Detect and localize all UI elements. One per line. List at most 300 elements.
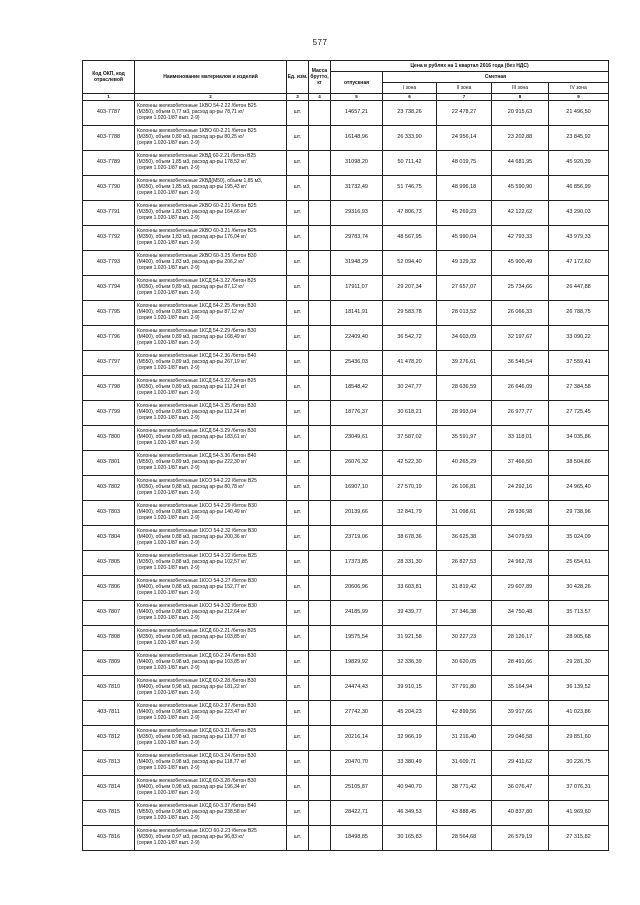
product-name-line: (М400), объем 0,89 м3, расход ар-ры 183,61 кг/ [137, 434, 247, 441]
product-name-line: (М350), объем 0,88 м3, расход ар-ры 80,78 кг/ [137, 484, 244, 491]
zone-1-price: 30 247,77 [383, 376, 437, 401]
product-name-line: (серия 1.020-1/87 вып. 2-9) [137, 664, 200, 671]
product-name [135, 751, 287, 776]
product-name [135, 676, 287, 701]
release-price: 29783,74 [331, 226, 383, 251]
okp-code: 403-7812 [83, 726, 135, 751]
table-row [83, 626, 609, 651]
product-name-line: (серия 1.020-1/87 вып. 2-9) [137, 689, 200, 696]
product-name-line: (М400), объем 0,88 м3, расход ар-ры 212,64 кг/ [137, 609, 247, 616]
zone-3-price: 25 734,66 [492, 276, 549, 301]
zone-3-price: 32 197,67 [492, 326, 549, 351]
mass [309, 626, 331, 651]
product-name-line: (М400), объем 0,89 м3, расход ар-ры 112,24 кг/ [137, 409, 247, 416]
okp-code: 403-7797 [83, 351, 135, 376]
product-name [135, 426, 287, 451]
release-price: 31098,20 [331, 151, 383, 176]
zone-1-price: 40 940,70 [383, 776, 437, 801]
product-name-line: Колонны железобетонные 1КСО 54-3.22 /бетон В25 [137, 553, 257, 560]
mass [309, 201, 331, 226]
zone-2-price: 48 019,75 [437, 151, 492, 176]
release-price: 18776,37 [331, 401, 383, 426]
okp-code: 403-7802 [83, 476, 135, 501]
table-row [83, 501, 609, 526]
product-name [135, 726, 287, 751]
product-name-line: Колонны железобетонные 1КСО 54-2.22 /бетон В25 [137, 478, 257, 485]
product-name-line: Колонны железобетонные 1КСО 54-3.32 /бетон В30 [137, 603, 257, 610]
mass [309, 376, 331, 401]
mass [309, 726, 331, 751]
table-row [83, 401, 609, 426]
zone-4-price: 25 654,61 [549, 551, 609, 576]
zone-3-price: 35 164,94 [492, 676, 549, 701]
release-price: 20606,96 [331, 576, 383, 601]
zone-2-price: 31 609,71 [437, 751, 492, 776]
product-name-line: (М400), объем 0,89 м3, расход ар-ры 87,12 кг/ [137, 309, 244, 316]
product-name-line: Колонны железобетонные 1КВО 60-2.21 /бетон В25 [137, 128, 257, 135]
zone-4-price: 38 504,86 [549, 451, 609, 476]
table-row [83, 651, 609, 676]
product-name-line: Колонны железобетонные 2КВО 60-3.21 /бетон В25 [137, 228, 257, 235]
product-name-line: (М350), объем 0,80 м3, расход ар-ры 80,25 кг/ [137, 134, 244, 141]
zone-1-price: 33 603,81 [383, 576, 437, 601]
table-row [83, 826, 609, 851]
product-name-line: (серия 1.020-1/87 вып. 2-9) [137, 339, 200, 346]
table-row [83, 251, 609, 276]
zone-1-price: 38 678,36 [383, 526, 437, 551]
zone-1-price: 48 567,95 [383, 226, 437, 251]
zone-2-price: 48 996,18 [437, 176, 492, 201]
zone-3-price: 42 793,33 [492, 226, 549, 251]
zone-1-price: 32 336,39 [383, 651, 437, 676]
table-row [83, 326, 609, 351]
mass [309, 351, 331, 376]
table-row [83, 576, 609, 601]
zone-3-price: 26 579,19 [492, 826, 549, 851]
zone-4-price: 45 920,39 [549, 151, 609, 176]
zone-1-price: 29 583,78 [383, 301, 437, 326]
table-row [83, 226, 609, 251]
zone-2-price: 28 013,52 [437, 301, 492, 326]
zone-4-price: 35 024,09 [549, 526, 609, 551]
zone-4-price: 23 845,92 [549, 126, 609, 151]
zone-1-price: 27 570,19 [383, 476, 437, 501]
zone-4-price: 34 035,86 [549, 426, 609, 451]
zone-2-price: 24 956,14 [437, 126, 492, 151]
unit: шт. [287, 676, 309, 701]
product-name-line: (М350), объем 0,77 м3, расход ар-ры 78,71 кг/ [137, 109, 244, 116]
zone-4-price: 30 226,75 [549, 751, 609, 776]
product-name [135, 301, 287, 326]
mass [309, 551, 331, 576]
zone-1-price: 30 165,83 [383, 826, 437, 851]
product-name-line: Колонны железобетонные 1КСД 60-2.37 /бетон В30 [137, 703, 257, 710]
product-name-line: (М400), объем 0,98 м3, расход ар-ры 223,47 кг/ [137, 709, 247, 716]
column-number: 3 [287, 94, 309, 101]
zone-3-price: 28 936,98 [492, 501, 549, 526]
product-name-line: (серия 1.020-1/87 вып. 2-9) [137, 589, 200, 596]
zone-2-price: 40 265,29 [437, 451, 492, 476]
unit: шт. [287, 626, 309, 651]
product-name-line: (М400), объем 0,88 м3, расход ар-ры 200,36 кг/ [137, 534, 247, 541]
okp-code: 403-7795 [83, 301, 135, 326]
okp-code: 403-7809 [83, 651, 135, 676]
zone-3-price: 36 546,54 [492, 351, 549, 376]
zone-1-price: 42 522,30 [383, 451, 437, 476]
okp-code: 403-7793 [83, 251, 135, 276]
okp-code: 403-7815 [83, 801, 135, 826]
zone-2-price: 42 899,56 [437, 701, 492, 726]
zone-4-price: 36 139,52 [549, 676, 609, 701]
zone-1-price: 32 966,19 [383, 726, 437, 751]
product-name-line: (серия 1.020-1/87 вып. 2-9) [137, 114, 200, 121]
product-name-line: Колонны железобетонные 1КСО 54-2.29 /бетон В30 [137, 503, 257, 510]
zone-2-price: 31 098,61 [437, 501, 492, 526]
product-name-line: (серия 1.020-1/87 вып. 2-9) [137, 189, 200, 196]
release-price: 18141,91 [331, 301, 383, 326]
mass [309, 476, 331, 501]
product-name [135, 776, 287, 801]
unit: шт. [287, 126, 309, 151]
unit: шт. [287, 826, 309, 851]
unit: шт. [287, 101, 309, 126]
product-name [135, 476, 287, 501]
mass [309, 176, 331, 201]
zone-1-price: 32 841,79 [383, 501, 437, 526]
product-name-line: (серия 1.020-1/87 вып. 2-9) [137, 739, 200, 746]
zone-3-price: 26 646,09 [492, 376, 549, 401]
zone-3-price: 40 837,80 [492, 801, 549, 826]
product-name [135, 276, 287, 301]
release-price: 18548,42 [331, 376, 383, 401]
zone-3-price: 24 292,16 [492, 476, 549, 501]
product-name-line: (серия 1.020-1/87 вып. 2-9) [137, 139, 200, 146]
unit: шт. [287, 301, 309, 326]
zone-4-price: 37 559,41 [549, 351, 609, 376]
zone-3-price: 36 076,47 [492, 776, 549, 801]
unit: шт. [287, 326, 309, 351]
table-row [83, 426, 609, 451]
mass [309, 226, 331, 251]
release-price: 16148,96 [331, 126, 383, 151]
zone-3-price: 44 681,95 [492, 151, 549, 176]
header-release: отпускная [331, 72, 383, 94]
column-number: 5 [331, 94, 383, 101]
product-name-line: (М400), объем 0,88 м3, расход ар-ры 152,77 кг/ [137, 584, 247, 591]
mass [309, 576, 331, 601]
zone-1-price: 47 806,73 [383, 201, 437, 226]
release-price: 23719,06 [331, 526, 383, 551]
header-zone-3: III зона [492, 83, 549, 94]
mass [309, 426, 331, 451]
zone-2-price: 45 990,04 [437, 226, 492, 251]
product-name [135, 101, 287, 126]
mass [309, 651, 331, 676]
release-price: 24474,43 [331, 676, 383, 701]
mass [309, 801, 331, 826]
product-name-line: Колонны железобетонные 1КСД 60-2.28 /бетон В30 [137, 678, 257, 685]
product-name [135, 651, 287, 676]
product-name-line: (серия 1.020-1/87 вып. 2-9) [137, 489, 200, 496]
product-name-line: (серия 1.020-1/87 вып. 2-9) [137, 714, 200, 721]
product-name [135, 576, 287, 601]
mass [309, 151, 331, 176]
zone-2-price: 30 620,05 [437, 651, 492, 676]
release-price: 17373,85 [331, 551, 383, 576]
mass [309, 101, 331, 126]
mass [309, 826, 331, 851]
product-name [135, 551, 287, 576]
unit: шт. [287, 376, 309, 401]
zone-4-price: 29 281,30 [549, 651, 609, 676]
zone-1-price: 36 542,72 [383, 326, 437, 351]
okp-code: 403-7805 [83, 551, 135, 576]
product-name [135, 626, 287, 651]
product-name [135, 526, 287, 551]
okp-code: 403-7803 [83, 501, 135, 526]
zone-1-price: 30 618,21 [383, 401, 437, 426]
mass [309, 401, 331, 426]
zone-4-price: 27 725,45 [549, 401, 609, 426]
product-name [135, 176, 287, 201]
table-row [83, 801, 609, 826]
okp-code: 403-7796 [83, 326, 135, 351]
unit: шт. [287, 176, 309, 201]
product-name-line: Колонны железобетонные 1КСД 54-3.25 /бетон В30 [137, 403, 257, 410]
zone-1-price: 50 711,42 [383, 151, 437, 176]
product-name-line: Колонны железобетонные 1КСД 60-3.28 /бетон В30 [137, 778, 257, 785]
zone-1-price: 26 333,90 [383, 126, 437, 151]
product-name-line: (серия 1.020-1/87 вып. 2-9) [137, 764, 200, 771]
release-price: 19829,92 [331, 651, 383, 676]
okp-code: 403-7806 [83, 576, 135, 601]
zone-4-price: 37 076,31 [549, 776, 609, 801]
product-name-line: (М400), объем 0,98 м3, расход ар-ры 196,34 кг/ [137, 784, 247, 791]
zone-4-price: 43 290,03 [549, 201, 609, 226]
product-name-line: Колонны железобетонные 1КСО 54-2.32 /бетон В30 [137, 528, 257, 535]
product-name-line: (М350), объем 0,98 м3, расход ар-ры 103,85 кг/ [137, 634, 247, 641]
okp-code: 403-7799 [83, 401, 135, 426]
okp-code: 403-7792 [83, 226, 135, 251]
price-table [82, 60, 609, 851]
zone-1-price: 41 478,20 [383, 351, 437, 376]
zone-3-price: 39 917,66 [492, 701, 549, 726]
zone-3-price: 26 977,77 [492, 401, 549, 426]
zone-2-price: 28 636,59 [437, 376, 492, 401]
table-row [83, 526, 609, 551]
zone-3-price: 45 900,49 [492, 251, 549, 276]
product-name-line: Колонны железобетонные 2КВО 60-3.25 /бетон В30 [137, 253, 257, 260]
zone-1-price: 31 921,58 [383, 626, 437, 651]
zone-3-price: 42 122,62 [492, 201, 549, 226]
product-name-line: (серия 1.020-1/87 вып. 2-9) [137, 239, 200, 246]
table-row [83, 726, 609, 751]
mass [309, 326, 331, 351]
unit: шт. [287, 251, 309, 276]
product-name-line: (серия 1.020-1/87 вып. 2-9) [137, 289, 200, 296]
mass [309, 451, 331, 476]
header-estimate: Сметная [383, 72, 609, 83]
table-row [83, 676, 609, 701]
product-name-line: Колонны железобетонные 1КСД 60-2.24 /бетон В30 [137, 653, 257, 660]
table-row [83, 301, 609, 326]
okp-code: 403-7801 [83, 451, 135, 476]
product-name-line: Колонны железобетонные 1КСД 60-3.21 /бетон В25 [137, 728, 257, 735]
okp-code: 403-7808 [83, 626, 135, 651]
product-name-line: (М400), объем 1,83 м3, расход ар-ры 206,2 кг/ [137, 259, 244, 266]
zone-3-price: 28 491,66 [492, 651, 549, 676]
product-name-line: (серия 1.020-1/87 вып. 2-9) [137, 414, 200, 421]
release-price: 22409,40 [331, 326, 383, 351]
mass [309, 251, 331, 276]
zone-2-price: 27 657,07 [437, 276, 492, 301]
table-row [83, 476, 609, 501]
product-name [135, 326, 287, 351]
release-price: 29316,93 [331, 201, 383, 226]
product-name-line: (серия 1.020-1/87 вып. 2-9) [137, 214, 200, 221]
unit: шт. [287, 726, 309, 751]
product-name-line: (серия 1.020-1/87 вып. 2-9) [137, 164, 200, 171]
zone-4-price: 35 713,57 [549, 601, 609, 626]
product-name [135, 201, 287, 226]
zone-2-price: 38 771,42 [437, 776, 492, 801]
column-number: 2 [135, 94, 287, 101]
zone-2-price: 49 329,32 [437, 251, 492, 276]
product-name-line: (серия 1.020-1/87 вып. 2-9) [137, 789, 200, 796]
table-row [83, 701, 609, 726]
okp-code: 403-7814 [83, 776, 135, 801]
product-name-line: Колонны железобетонные 1КСД 54-3.36 /бетон В40 [137, 453, 257, 460]
table-row [83, 151, 609, 176]
mass [309, 701, 331, 726]
okp-code: 403-7811 [83, 701, 135, 726]
okp-code: 403-7804 [83, 526, 135, 551]
zone-4-price: 26 447,88 [549, 276, 609, 301]
product-name-line: (серия 1.020-1/87 вып. 2-9) [137, 389, 200, 396]
zone-4-price: 33 090,22 [549, 326, 609, 351]
product-name [135, 126, 287, 151]
product-name-line: Колонны железобетонные 1КСО 54-3.27 /бетон В30 [137, 578, 257, 585]
release-price: 17911,07 [331, 276, 383, 301]
product-name-line: (серия 1.020-1/87 вып. 2-9) [137, 439, 200, 446]
product-name-line: Колонны железобетонные 1КСД 54-2.29 /бетон В30 [137, 328, 257, 335]
release-price: 18498,85 [331, 826, 383, 851]
product-name [135, 351, 287, 376]
zone-4-price: 27 384,58 [549, 376, 609, 401]
page-number: 577 [312, 38, 328, 47]
table-row [83, 751, 609, 776]
zone-4-price: 41 023,86 [549, 701, 609, 726]
zone-4-price: 46 856,99 [549, 176, 609, 201]
table-row [83, 451, 609, 476]
zone-4-price: 26 788,75 [549, 301, 609, 326]
product-name [135, 801, 287, 826]
zone-3-price: 28 126,17 [492, 626, 549, 651]
unit: шт. [287, 426, 309, 451]
table-row [83, 276, 609, 301]
product-name-line: Колонны железобетонные 2КВД 60-2.21 /бетон В25 [137, 153, 257, 160]
zone-3-price: 24 962,78 [492, 551, 549, 576]
product-name-line: (серия 1.020-1/87 вып. 2-9) [137, 514, 200, 521]
zone-3-price: 37 466,50 [492, 451, 549, 476]
zone-3-price: 23 202,88 [492, 126, 549, 151]
unit: шт. [287, 351, 309, 376]
header-name: Наименование материалов и изделий [135, 61, 287, 94]
mass [309, 126, 331, 151]
product-name-line: (М400), объем 0,88 м3, расход ар-ры 140,49 кг/ [137, 509, 247, 516]
product-name-line: (серия 1.020-1/87 вып. 2-9) [137, 364, 200, 371]
table-row [83, 551, 609, 576]
okp-code: 403-7816 [83, 826, 135, 851]
zone-2-price: 22 478,27 [437, 101, 492, 126]
okp-code: 403-7794 [83, 276, 135, 301]
zone-2-price: 30 227,23 [437, 626, 492, 651]
product-name [135, 501, 287, 526]
zone-2-price: 26 106,81 [437, 476, 492, 501]
header-unit: Ед. изм. [287, 61, 309, 94]
column-number: 7 [437, 94, 492, 101]
unit: шт. [287, 151, 309, 176]
column-number: 9 [549, 94, 609, 101]
product-name-line: (М550), объем 0,98 м3, расход ар-ры 238,58 кг/ [137, 809, 247, 816]
mass [309, 776, 331, 801]
zone-1-price: 29 207,34 [383, 276, 437, 301]
table-row [83, 201, 609, 226]
release-price: 23049,61 [331, 426, 383, 451]
unit: шт. [287, 601, 309, 626]
unit: шт. [287, 226, 309, 251]
product-name-line: Колонны железобетонные 1КСД 54-3.29 /бетон В30 [137, 428, 257, 435]
okp-code: 403-7787 [83, 101, 135, 126]
zone-3-price: 29 046,58 [492, 726, 549, 751]
product-name-line: Колонны железобетонные 1КСД 54-2.25 /бетон В30 [137, 303, 257, 310]
zone-1-price: 46 349,53 [383, 801, 437, 826]
unit: шт. [287, 551, 309, 576]
release-price: 26076,32 [331, 451, 383, 476]
zone-3-price: 34 079,59 [492, 526, 549, 551]
column-number: 4 [309, 94, 331, 101]
zone-4-price: 21 496,50 [549, 101, 609, 126]
product-name-line: (М350), объем 1,85 м3, расход ар-ры 195,43 кг/ [137, 184, 247, 191]
product-name-line: Колонны железобетонные 1КСД 60-2.21 /бетон В25 [137, 628, 257, 635]
zone-2-price: 36 625,38 [437, 526, 492, 551]
zone-3-price: 20 915,63 [492, 101, 549, 126]
zone-2-price: 37 346,38 [437, 601, 492, 626]
header-code: Код ОКП, код отраслевой [83, 61, 135, 94]
release-price: 27742,30 [331, 701, 383, 726]
mass [309, 501, 331, 526]
table-row [83, 176, 609, 201]
table-row [83, 351, 609, 376]
table-row [83, 376, 609, 401]
mass [309, 526, 331, 551]
table-row [83, 101, 609, 126]
header-mass: Масса брутто, кг [309, 61, 331, 94]
mass [309, 276, 331, 301]
zone-2-price: 28 564,68 [437, 826, 492, 851]
zone-4-price: 24 965,40 [549, 476, 609, 501]
release-price: 24185,99 [331, 601, 383, 626]
product-name-line: Колонны железобетонные 2КВД(М50), объем 1,85 м3, [137, 178, 263, 185]
product-name-line: (М350), объем 0,98 м3, расход ар-ры 118,77 кг/ [137, 734, 247, 741]
mass [309, 601, 331, 626]
product-name [135, 401, 287, 426]
product-name [135, 451, 287, 476]
okp-code: 403-7791 [83, 201, 135, 226]
okp-code: 403-7813 [83, 751, 135, 776]
zone-1-price: 45 204,23 [383, 701, 437, 726]
unit: шт. [287, 276, 309, 301]
